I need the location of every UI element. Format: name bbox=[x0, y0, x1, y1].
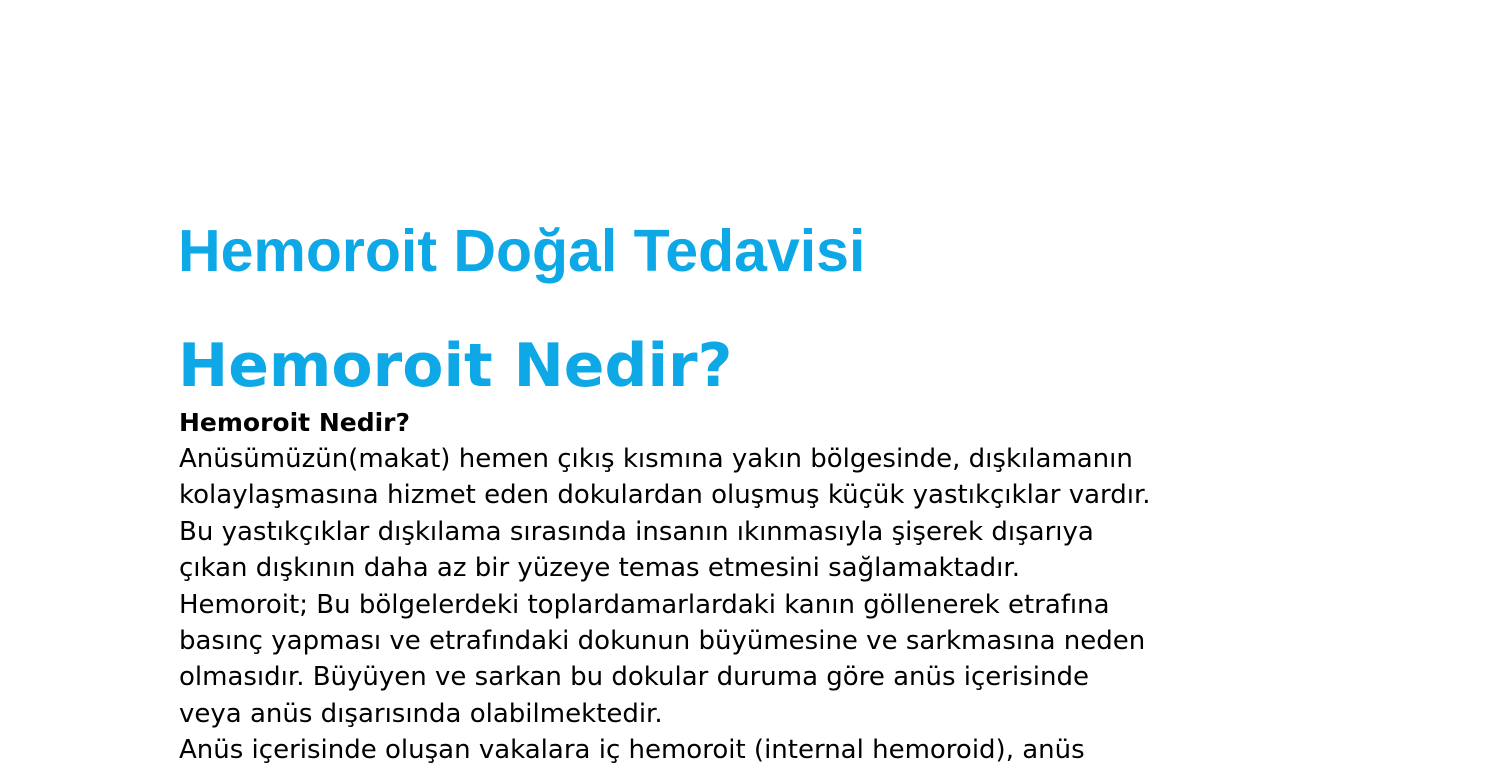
document-title: Hemoroit Doğal Tedavisi bbox=[178, 218, 866, 284]
subheading: Hemoroit Nedir? bbox=[179, 408, 411, 437]
body-line: veya anüs dışarısında olabilmektedir. bbox=[179, 698, 663, 729]
body-text bbox=[179, 441, 1151, 769]
body-line: çıkan dışkının daha az bir yüzeye temas etmesini sağlamaktadır. bbox=[179, 553, 1020, 584]
body-line: kolaylaşmasına hizmet eden dokulardan oluşmuş küçük yastıkçıklar vardır. bbox=[179, 480, 1151, 511]
body-line: Bu yastıkçıklar dışkılama sırasında insanın ıkınmasıyla şişerek dışarıya bbox=[179, 516, 1094, 547]
body-line: olmasıdır. Büyüyen ve sarkan bu dokular duruma göre anüs içerisinde bbox=[179, 662, 1089, 693]
body-line: Anüsümüzün(makat) hemen çıkış kısmına yakın bölgesinde, dışkılamanın bbox=[179, 444, 1133, 474]
section-heading: Hemoroit Nedir? bbox=[178, 331, 733, 401]
body-line: basınç yapması ve etrafındaki dokunun büyümesine ve sarkmasına neden bbox=[179, 626, 1146, 657]
body-line: Anüs içerisinde oluşan vakalara iç hemoroit (internal hemoroid), anüs bbox=[179, 735, 1085, 766]
body-line: Hemoroit; Bu bölgelerdeki toplardamarlardaki kanın göllenerek etrafına bbox=[179, 589, 1110, 620]
